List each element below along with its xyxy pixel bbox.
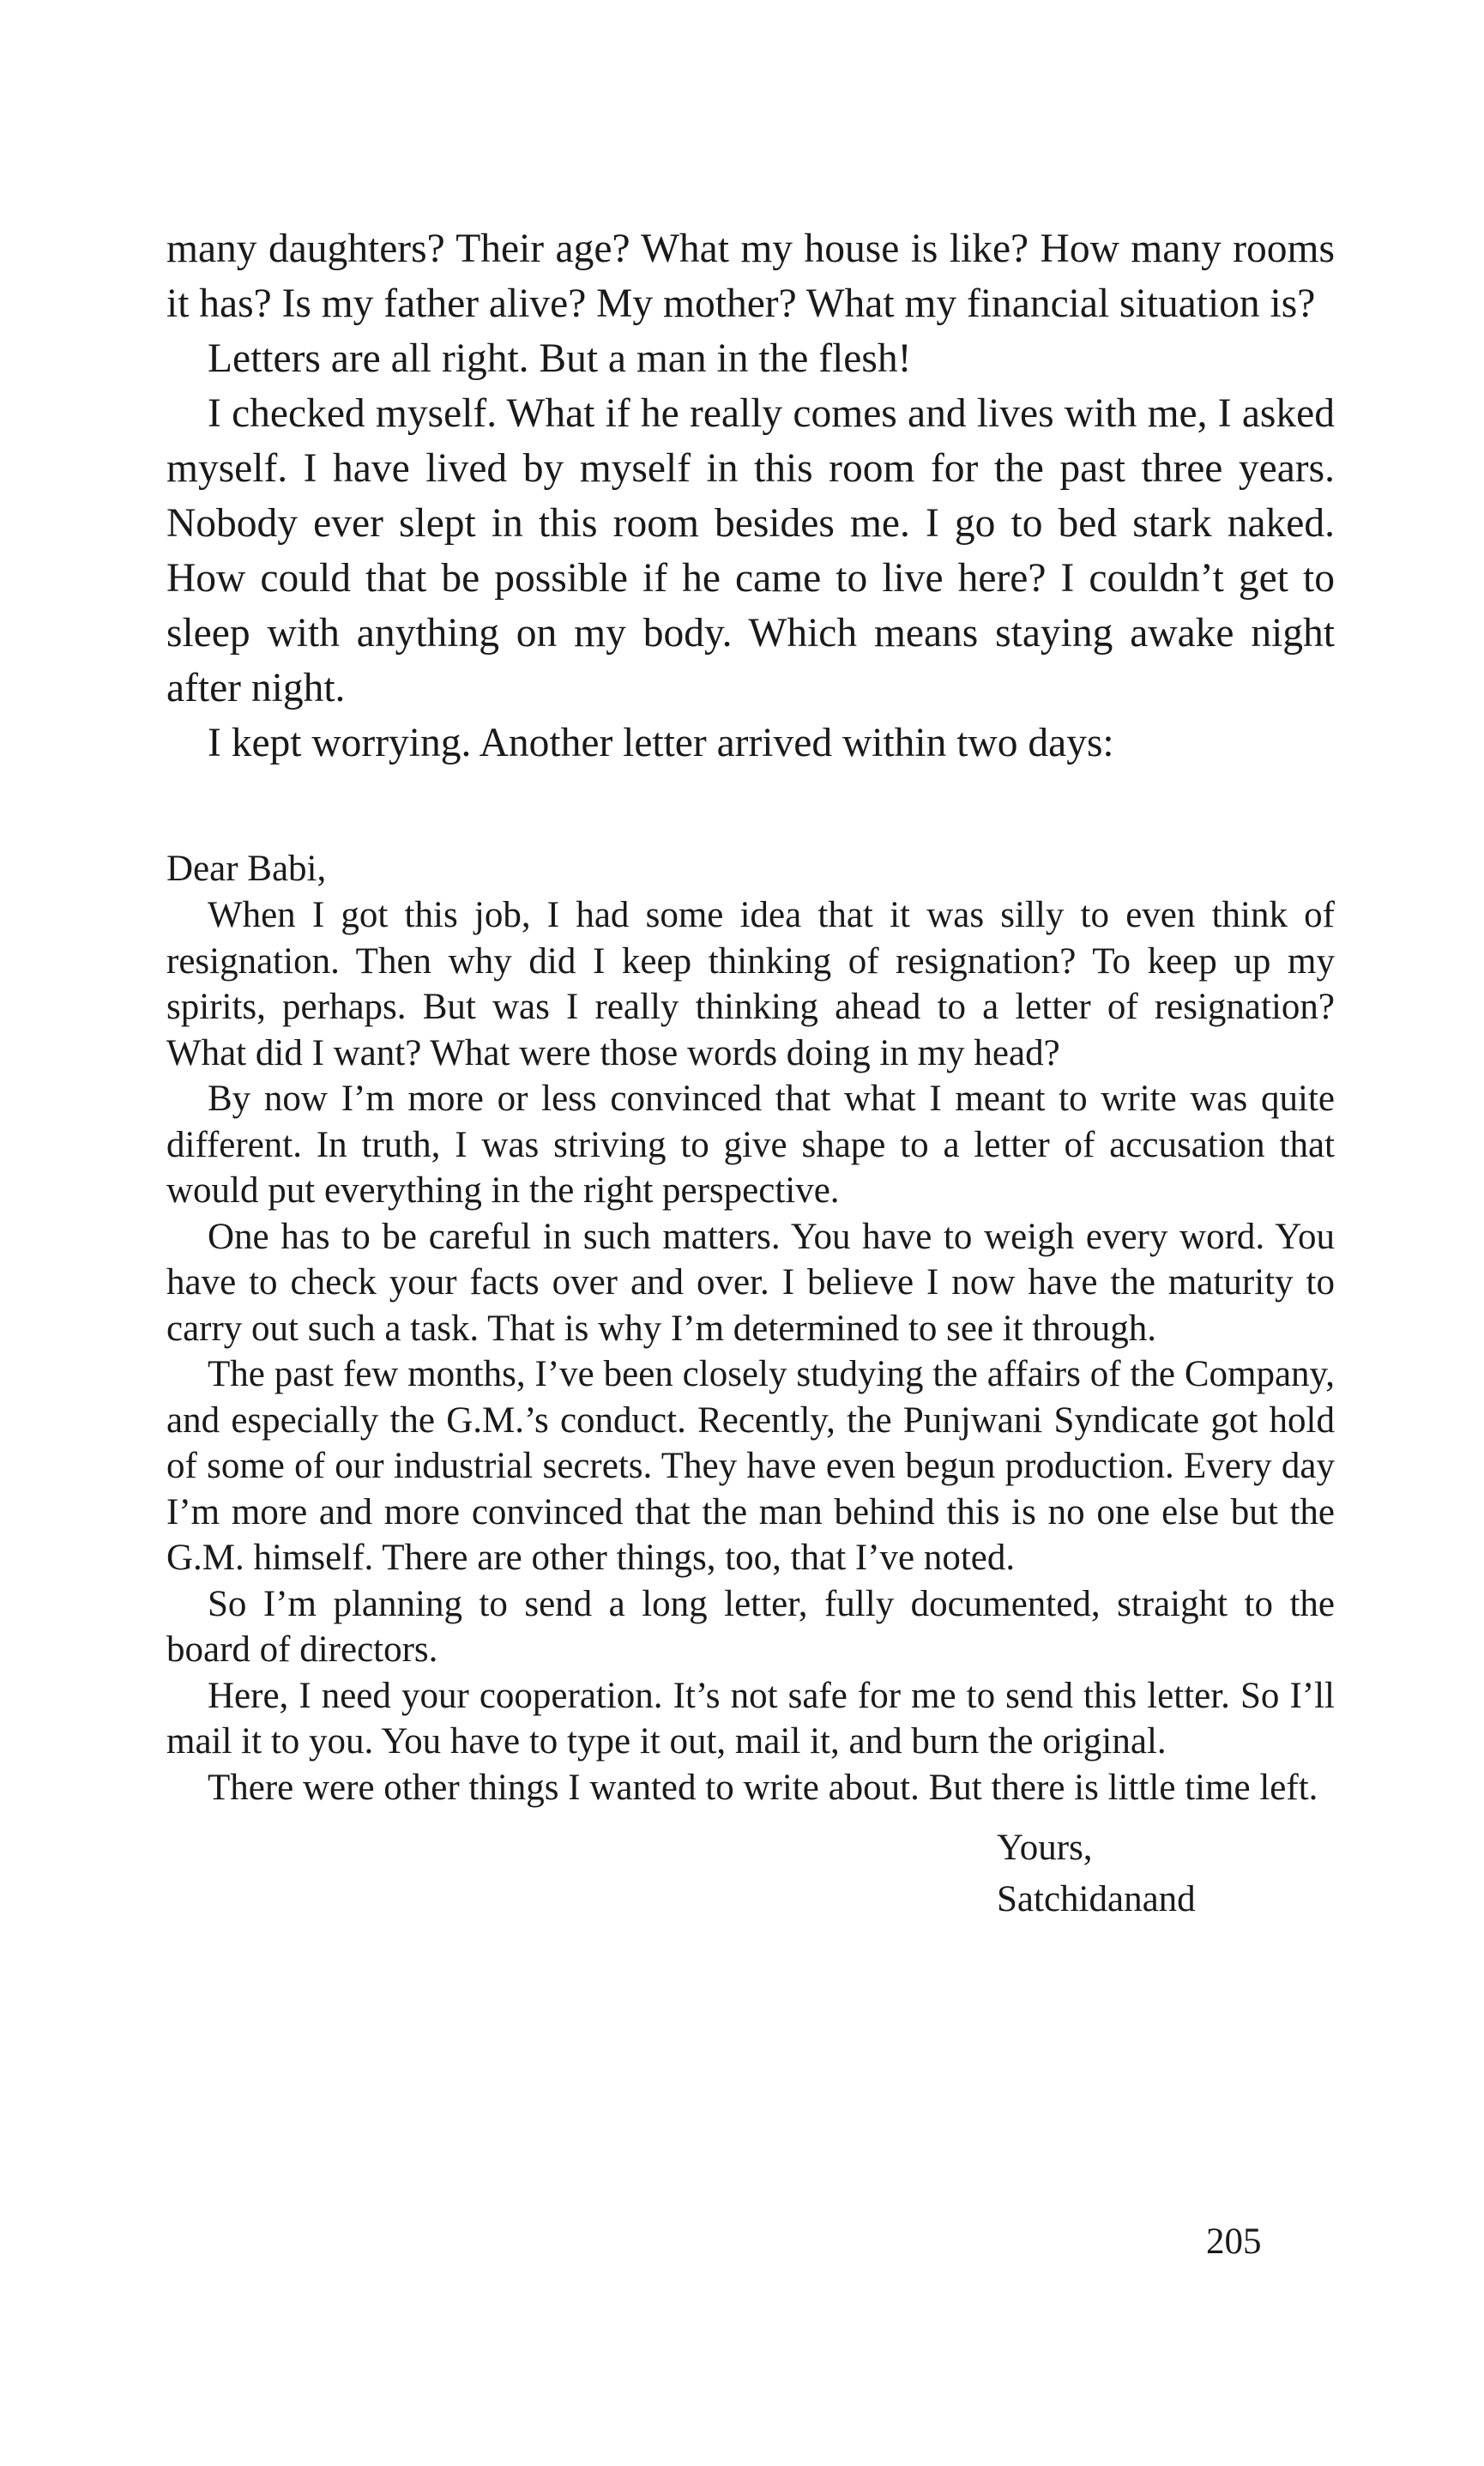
letter-signature: Satchidanand — [997, 1879, 1196, 1919]
letter-paragraph: By now I’m more or less convinced that what I meant to write was quite different. In truth, I was striving to give shape to a letter of accusation that would put everything in the right perspective. — [166, 1079, 1335, 1211]
narrative-paragraph: I kept worrying. Another letter arrived within two days: — [208, 721, 1114, 765]
book-page — [166, 221, 1335, 1925]
page-number: 205 — [1206, 2221, 1262, 2262]
letter-paragraph: The past few months, I’ve been closely studying the affairs of the Company, and especially the G.M.’s conduct. Recently, the Punjwani Syndicate got hold of some of our industrial secrets. They have even begun production. Every day I’m more and more convinced that the man behind this is no one else but the G.M. himself. There are other things, too, that I’ve noted. — [166, 1354, 1335, 1578]
letter-salutation: Dear Babi, — [166, 849, 327, 889]
letter-paragraph: One has to be careful in such matters. You have to weigh every word. You have to check your facts over and over. I believe I now have the maturity to carry out such a task. That is why I’m determined to see it through. — [166, 1216, 1335, 1349]
narrative-paragraph: Letters are all right. But a man in the flesh! — [208, 336, 912, 381]
letter-signoff — [997, 1822, 1335, 1925]
letter-paragraph: When I got this job, I had some idea that it was silly to even think of resignation. Then why did I keep thinking of resignation? To keep up my spirits, perhaps. But was I really thinking ahead to a letter of resignation? What did I want? What were those words doing in my head? — [166, 895, 1335, 1073]
narrative-paragraph: many daughters? Their age? What my house is like? How many rooms it has? Is my father alive? My mother? What my financial situation is? — [166, 227, 1335, 326]
letter-paragraph: Here, I need your cooperation. It’s not safe for me to send this letter. So I’ll mail it to you. You have to type it out, mail it, and burn the original. — [166, 1675, 1335, 1762]
embedded-letter — [166, 846, 1335, 1925]
narrative-text — [166, 221, 1335, 771]
narrative-paragraph: I checked myself. What if he really comes and lives with me, I asked myself. I have lived by myself in this room for the past three years. Nobody ever slept in this room besides me. I go to bed stark naked. How could that be possible if he came to live here? I couldn’t get to sleep with anything on my body. Which means staying awake night after night. — [166, 391, 1335, 710]
letter-paragraph: So I’m planning to send a long letter, fully documented, straight to the board of directors. — [166, 1583, 1335, 1670]
letter-closing: Yours, — [997, 1828, 1093, 1868]
letter-paragraph: There were other things I wanted to write about. But there is little time left. — [208, 1767, 1318, 1808]
